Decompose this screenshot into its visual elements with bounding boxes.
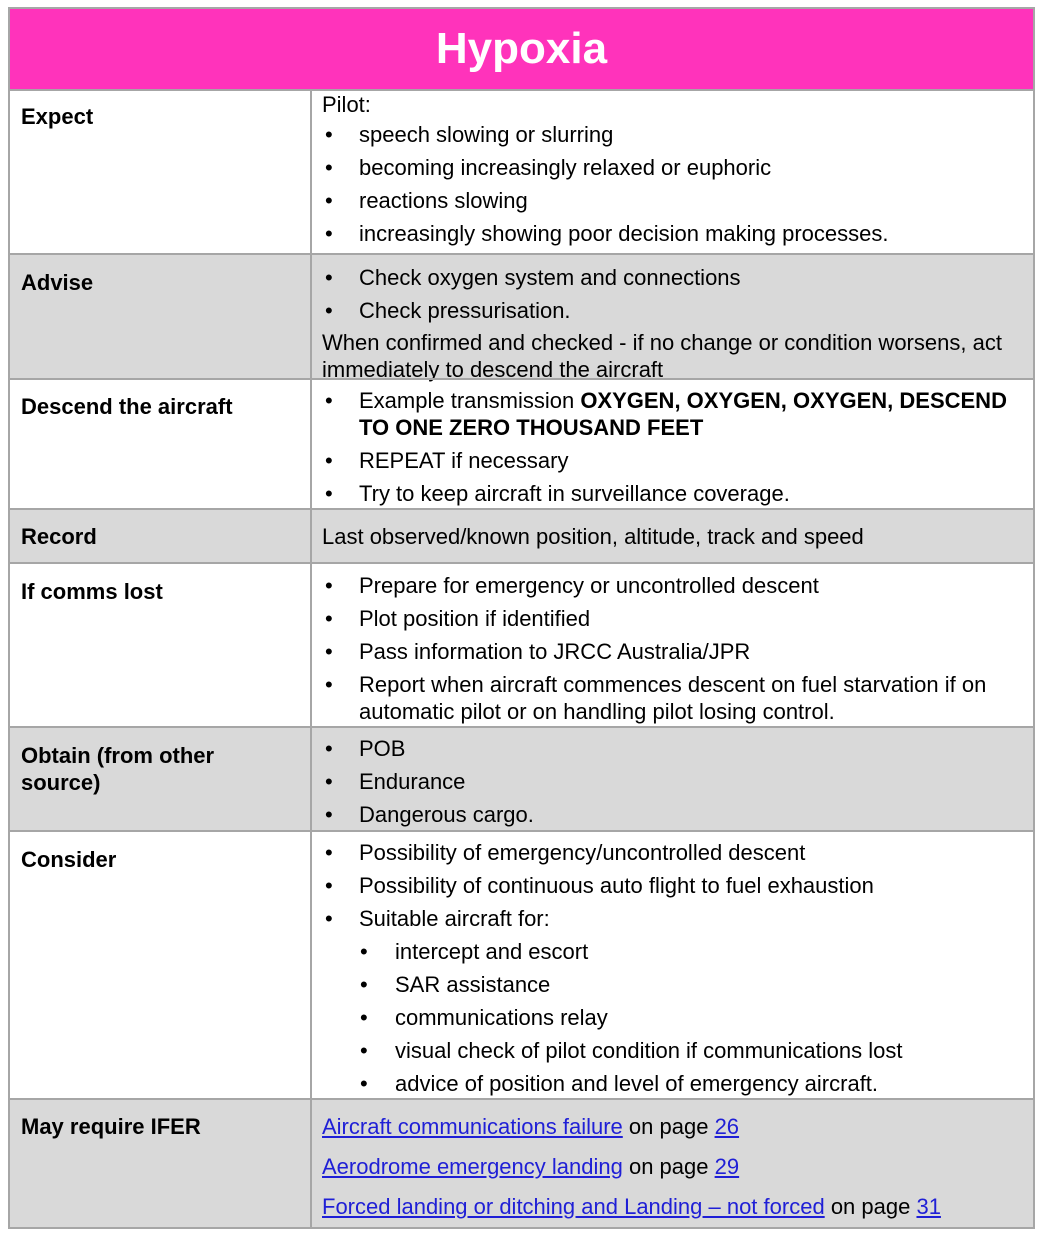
on-page-text: on page <box>830 1194 911 1219</box>
list-item: • REPEAT if necessary <box>322 444 1022 477</box>
list-item: • Dangerous cargo. <box>322 798 1022 831</box>
list-item: • becoming increasingly relaxed or euphoric <box>322 151 1022 184</box>
list-item: • Possibility of emergency/uncontrolled descent <box>322 836 1022 869</box>
row-expect <box>10 89 1033 253</box>
column-divider <box>310 91 312 253</box>
row-label: Advise <box>21 270 94 295</box>
row-label: May require IFER <box>21 1114 201 1139</box>
list-item: • increasingly showing poor decision making processes. <box>322 217 1022 250</box>
link-forced-landing-or-ditching[interactable]: Forced landing or ditching and Landing – not forced <box>322 1194 825 1219</box>
row-advise <box>10 253 1033 382</box>
list-intro: Pilot: <box>322 92 371 117</box>
list-item: • Check pressurisation. <box>322 294 1022 327</box>
list-item: • Endurance <box>322 765 1022 798</box>
row-label: If comms lost <box>21 579 163 604</box>
list-item: • POB <box>322 732 1022 765</box>
list-item: • Possibility of continuous auto flight to fuel exhaustion <box>322 869 1022 902</box>
transmission-prefix: Example transmission <box>359 388 581 413</box>
row-label: Record <box>21 524 97 549</box>
record-text: Last observed/known position, altitude, track and speed <box>322 524 864 549</box>
row-obtain <box>10 726 1033 830</box>
column-divider <box>310 255 312 378</box>
row-content <box>322 836 1022 1100</box>
row-content <box>322 91 1022 250</box>
page-link[interactable]: 31 <box>916 1194 941 1219</box>
column-divider <box>310 832 312 1098</box>
list-item: • Check oxygen system and connections <box>322 261 1022 294</box>
row-content <box>322 523 1022 550</box>
sub-list-item: • communications relay <box>322 1001 1022 1034</box>
ifer-reference <box>322 1153 1022 1180</box>
link-aerodrome-emergency-landing[interactable]: Aerodrome emergency landing <box>322 1154 623 1179</box>
ifer-reference <box>322 1113 1022 1140</box>
page-link[interactable]: 26 <box>714 1114 740 1139</box>
ifer-reference <box>322 1193 1022 1220</box>
hypoxia-card <box>8 7 1035 1229</box>
row-content <box>322 1113 1022 1220</box>
row-record <box>10 508 1033 562</box>
sub-list-item: • visual check of pilot condition if communications lost <box>322 1034 1022 1067</box>
link-aircraft-communications-failure[interactable]: Aircraft communications failure <box>322 1114 623 1139</box>
page-title: Hypoxia <box>10 9 1033 89</box>
list-item: • Plot position if identified <box>322 602 1022 635</box>
row-ifer <box>10 1098 1033 1227</box>
row-label: Descend the aircraft <box>21 394 233 419</box>
on-page-text: on page <box>628 1154 709 1179</box>
list-item: • Try to keep aircraft in surveillance coverage. <box>322 477 1022 510</box>
list-item: • Suitable aircraft for: <box>322 902 1022 935</box>
row-label: Consider <box>21 847 117 872</box>
row-content <box>322 387 1022 510</box>
transmission-text: OXYGEN, OXYGEN, OXYGEN, DESCEND TO ONE ZERO THOUSAND FEET <box>359 388 1007 440</box>
list-item: • Report when aircraft commences descent on fuel starvation if on automatic pilot or on handling pilot losing control. <box>322 671 1022 725</box>
list-item: • Prepare for emergency or uncontrolled descent <box>322 569 1022 602</box>
on-page-text: on page <box>628 1114 709 1139</box>
sub-list-item: • intercept and escort <box>322 935 1022 968</box>
row-comms-lost <box>10 562 1033 726</box>
row-label: Expect <box>21 104 94 129</box>
list-item <box>322 387 1022 441</box>
column-divider <box>310 728 312 830</box>
list-item: • reactions slowing <box>322 184 1022 217</box>
row-content <box>322 261 1022 383</box>
row-content <box>322 732 1022 831</box>
advise-note: When confirmed and checked - if no change or condition worsens, act immediately to descend the aircraft <box>322 330 1002 382</box>
column-divider <box>310 380 312 508</box>
page-link[interactable]: 29 <box>714 1154 740 1179</box>
column-divider <box>310 510 312 562</box>
list-item: • Pass information to JRCC Australia/JPR <box>322 635 1022 668</box>
list-item: • speech slowing or slurring <box>322 118 1022 151</box>
sub-list-item: • SAR assistance <box>322 968 1022 1001</box>
row-descend <box>10 378 1033 508</box>
row-content <box>322 569 1022 725</box>
sub-list-item: • advice of position and level of emergency aircraft. <box>322 1067 1022 1100</box>
row-consider <box>10 830 1033 1098</box>
column-divider <box>310 564 312 726</box>
column-divider <box>310 1100 312 1227</box>
row-label: Obtain (from other source) <box>21 743 215 795</box>
